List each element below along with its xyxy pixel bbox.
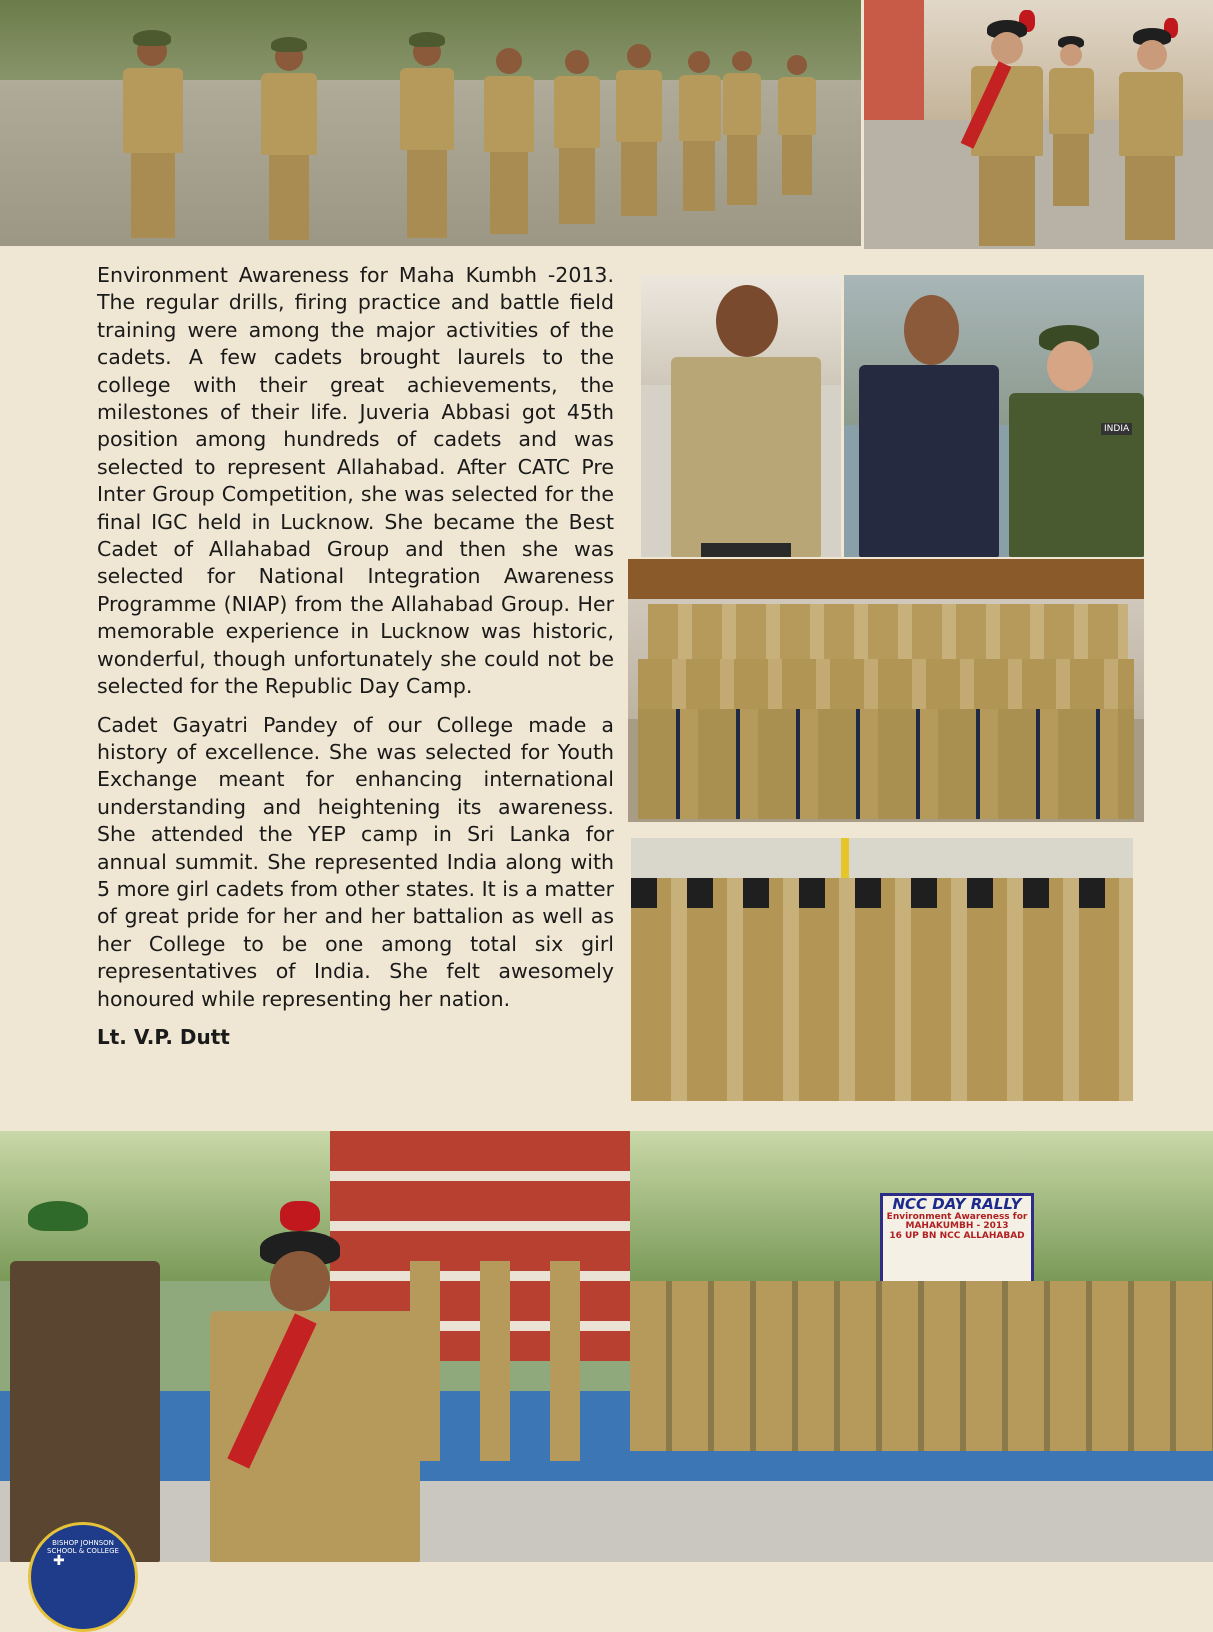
cadet-figure [1109, 18, 1194, 243]
cadet-figure [395, 30, 460, 245]
cadet-figure [115, 28, 195, 243]
india-badge: INDIA [1101, 423, 1132, 435]
cadet-figure [675, 45, 725, 215]
cadet-figure [720, 45, 765, 210]
photo-group [628, 559, 1144, 822]
cadets-formation [630, 1281, 1213, 1451]
article-paragraph: Cadet Gayatri Pandey of our College made a history of excellence. She was selected for Youth Exchange meant for enhancing international understanding and heightening its awareness. She attended the YEP camp in Sri Lanka for annual summit. She represented India along with 5 more girl cadets from other states. It is a matter of great pride for her and her battalion as well as her College to be one among total six girl representatives of India. She felt awesomely honoured while representing her nation. [97, 712, 614, 1011]
rally-banner [880, 1193, 1034, 1294]
article-paragraph: Environment Awareness for Maha Kumbh -2013. The regular drills, firing practice and battle field training were among the major activities of the cadets. A few cadets brought laurels to the college with their great achievements, the milestones of their life. Juveria Abbasi got 45th position among hundreds of cadets and was selected to represent Allahabad. After CATC Pre Inter Group Competition, she was selected for the final IGC held in Lucknow. She became the Best Cadet of Allahabad Group and then she was selected for National Integration Awareness Programme (NIAP) from the Allahabad Group. Her memorable experience in Lucknow was historic, wonderful, though unfortunately she could not be selected for the Republic Day Camp. [97, 263, 614, 699]
cadet-figure [1009, 325, 1144, 557]
photo-field-training [0, 0, 861, 246]
cadet-figure [1044, 30, 1099, 210]
officer-figure [661, 285, 831, 557]
cadet-figure [959, 10, 1054, 249]
guest-figure [854, 295, 1004, 557]
photo-seated-cadets [631, 838, 1133, 1101]
cadet-figure [612, 30, 667, 220]
banner-line: 16 UP BN NCC ALLAHABAD [889, 1231, 1025, 1242]
cadet-figure [550, 42, 605, 227]
photo-ceremonial-guard [864, 0, 1213, 249]
cadet-figure [480, 40, 540, 240]
photo-officer-speaking [641, 275, 841, 557]
article-body [97, 262, 614, 1051]
saluting-officer [0, 1171, 170, 1562]
cadet-figure [255, 35, 325, 245]
college-logo [28, 1522, 138, 1632]
cadets-row-front [638, 709, 1134, 819]
banner-title: NCC DAY RALLY [892, 1195, 1022, 1213]
berets-row [631, 878, 1133, 908]
cadets-rows [631, 878, 1133, 1101]
cross-icon: ✚ [53, 1553, 65, 1569]
saluting-cadet [200, 1201, 430, 1562]
banner-line: Environment Awareness for [886, 1211, 1028, 1222]
logo-text: BISHOP JOHNSON SCHOOL & COLLEGE [47, 1539, 119, 1555]
photo-guest-and-cadet [844, 275, 1144, 557]
cadets-row-back [648, 604, 1128, 664]
banner-line: MAHAKUMBH - 2013 [905, 1221, 1009, 1232]
cadet-figure [775, 50, 820, 200]
article-signature: Lt. V.P. Dutt [97, 1024, 230, 1049]
photo-ncc-rally [0, 1131, 1213, 1562]
